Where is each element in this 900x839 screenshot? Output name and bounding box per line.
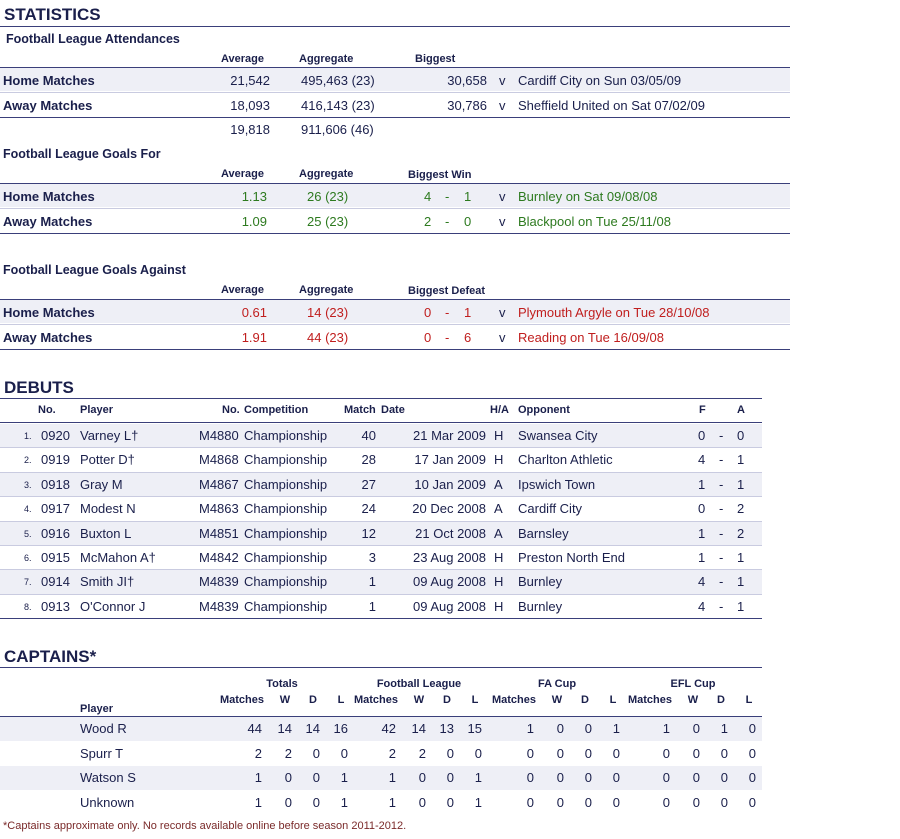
debuts-opponent-header: Opponent bbox=[518, 404, 570, 416]
debut-match: 3 bbox=[368, 550, 376, 565]
debuts-match-no-header: No. bbox=[222, 404, 240, 416]
debut-dash: - bbox=[719, 550, 724, 565]
captain-stat: 0 bbox=[556, 770, 564, 785]
debut-no: 0920 bbox=[41, 428, 70, 443]
debut-a: 2 bbox=[737, 525, 745, 541]
debut-idx: 8. bbox=[24, 601, 32, 612]
debut-mno: M4880 bbox=[199, 428, 239, 443]
debut-match: 1 bbox=[368, 598, 376, 614]
goals-against-away-detail: Reading on Tue 16/09/08 bbox=[518, 330, 665, 345]
debut-no: 0915 bbox=[41, 550, 70, 565]
debut-player: Gray M bbox=[80, 476, 123, 492]
captains-subheader: W bbox=[279, 694, 291, 706]
goals-against-biggest-header: Biggest Defeat bbox=[408, 285, 486, 297]
debut-ha: A bbox=[494, 476, 503, 492]
captain-stat: 0 bbox=[748, 794, 756, 810]
debut-player: McMahon A† bbox=[80, 550, 156, 565]
debut-dash: - bbox=[719, 525, 724, 541]
debut-dash: - bbox=[719, 428, 724, 443]
captain-stat: 16 bbox=[333, 721, 348, 736]
debuts-ha-header: H/A bbox=[490, 404, 509, 416]
captain-stat: 0 bbox=[340, 745, 348, 761]
captains-group-totals: Totals bbox=[266, 678, 298, 690]
debut-opponent: Swansea City bbox=[518, 428, 598, 443]
attendances-away-average: 18,093 bbox=[230, 98, 270, 113]
debut-competition: Championship bbox=[244, 525, 328, 541]
debut-competition: Championship bbox=[244, 452, 328, 468]
captain-stat: 14 bbox=[305, 721, 320, 736]
captain-stat: 0 bbox=[474, 745, 482, 761]
debuts-no-header: No. bbox=[38, 404, 56, 416]
captain-stat: 0 bbox=[612, 770, 620, 785]
debut-a: 1 bbox=[737, 452, 745, 468]
captain-stat: 0 bbox=[692, 794, 700, 810]
captain-stat: 0 bbox=[556, 721, 564, 736]
captain-stat: 0 bbox=[720, 794, 728, 810]
captain-player: Wood R bbox=[80, 721, 127, 736]
goals-for-home-f: 4 bbox=[424, 189, 432, 204]
goals-against-home-average: 0.61 bbox=[241, 305, 267, 320]
captains-subheader: Matches bbox=[219, 694, 265, 706]
captain-stat: 0 bbox=[526, 794, 534, 810]
debut-a: 1 bbox=[737, 598, 745, 614]
goals-for-away-aggregate: 25 (23) bbox=[307, 214, 349, 229]
goals-against-home-label: Home Matches bbox=[3, 305, 95, 320]
captains-subheader: D bbox=[581, 694, 589, 706]
debut-opponent: Burnley bbox=[518, 574, 563, 590]
captain-stat: 0 bbox=[662, 770, 670, 785]
captain-stat: 0 bbox=[720, 745, 728, 761]
debut-ha: H bbox=[494, 428, 504, 443]
debut-player: Buxton L bbox=[80, 525, 132, 541]
attendances-away-aggregate: 416,143 (23) bbox=[301, 98, 375, 113]
captain-stat: 0 bbox=[284, 770, 292, 785]
debut-player: Varney L† bbox=[80, 428, 139, 443]
captain-stat: 0 bbox=[556, 794, 564, 810]
goals-for-title: Football League Goals For bbox=[3, 147, 161, 161]
captain-stat: 0 bbox=[612, 745, 620, 761]
debut-f: 1 bbox=[698, 550, 706, 565]
debut-dash: - bbox=[719, 452, 724, 468]
debut-ha: A bbox=[494, 501, 503, 517]
captain-stat: 0 bbox=[692, 770, 700, 785]
debut-opponent: Preston North End bbox=[518, 550, 625, 565]
debut-a: 1 bbox=[737, 476, 745, 492]
debut-competition: Championship bbox=[244, 476, 328, 492]
captains-subheader: L bbox=[337, 694, 345, 706]
captain-stat: 15 bbox=[467, 721, 482, 736]
debut-match: 28 bbox=[361, 452, 376, 468]
attendances-home-biggest: 30,658 bbox=[447, 73, 487, 88]
debut-match: 1 bbox=[368, 574, 376, 590]
row-divider bbox=[0, 324, 790, 325]
debut-mno: M4863 bbox=[199, 501, 239, 517]
debuts-rule bbox=[0, 398, 762, 399]
debut-idx: 5. bbox=[24, 528, 32, 539]
debut-f: 0 bbox=[698, 501, 706, 517]
attendances-away-v: v bbox=[499, 98, 506, 113]
attendances-away-label: Away Matches bbox=[3, 98, 93, 113]
goals-against-average-header: Average bbox=[221, 284, 265, 296]
captain-stat: 0 bbox=[584, 794, 592, 810]
goals-for-home-v: v bbox=[499, 189, 506, 204]
debut-match: 12 bbox=[361, 525, 376, 541]
goals-for-home-band bbox=[0, 184, 790, 207]
goals-against-home-v: v bbox=[499, 305, 506, 320]
captain-stat: 13 bbox=[439, 721, 454, 736]
debut-mno: M4842 bbox=[199, 550, 239, 565]
debut-dash: - bbox=[719, 501, 724, 517]
captains-subheader: D bbox=[309, 694, 317, 706]
debut-player: Potter D† bbox=[80, 452, 135, 468]
goals-against-away-f: 0 bbox=[424, 330, 432, 345]
captain-stat: 0 bbox=[418, 770, 426, 785]
captains-rule bbox=[0, 667, 762, 668]
captain-stat: 0 bbox=[584, 745, 592, 761]
captain-stat: 44 bbox=[247, 721, 262, 736]
captain-stat: 0 bbox=[662, 745, 670, 761]
captain-stat: 1 bbox=[720, 721, 728, 736]
debut-ha: H bbox=[494, 598, 504, 614]
debut-player: Modest N bbox=[80, 501, 136, 517]
debut-ha: A bbox=[494, 525, 503, 541]
debut-competition: Championship bbox=[244, 501, 328, 517]
captains-footnote: *Captains approximate only. No records available online before season 2011-2012. bbox=[3, 820, 407, 832]
debut-idx: 2. bbox=[24, 455, 32, 466]
goals-for-home-aggregate: 26 (23) bbox=[307, 189, 349, 204]
captain-stat: 0 bbox=[748, 721, 756, 736]
captains-subheader: Matches bbox=[353, 694, 399, 706]
captain-stat: 1 bbox=[526, 721, 534, 736]
row-divider bbox=[0, 545, 762, 546]
attendances-title: Football League Attendances bbox=[6, 32, 180, 46]
goals-for-away-dash: - bbox=[445, 214, 450, 229]
attendances-away-biggest: 30,786 bbox=[447, 98, 487, 113]
debut-date: 23 Aug 2008 bbox=[412, 550, 486, 565]
captain-stat: 1 bbox=[254, 770, 262, 785]
captains-group-fa-cup: FA Cup bbox=[537, 678, 577, 690]
debut-f: 4 bbox=[698, 574, 706, 590]
debut-f: 1 bbox=[698, 525, 706, 541]
debut-opponent: Cardiff City bbox=[518, 501, 583, 517]
captain-stat: 0 bbox=[284, 794, 292, 810]
captains-subheader: W bbox=[413, 694, 425, 706]
captains-subheader: D bbox=[717, 694, 725, 706]
statistics-heading: STATISTICS bbox=[4, 5, 101, 24]
captain-stat: 0 bbox=[312, 770, 320, 785]
debut-idx: 1. bbox=[24, 431, 32, 441]
goals-against-title: Football League Goals Against bbox=[3, 263, 186, 277]
goals-for-away-v: v bbox=[499, 214, 506, 229]
goals-for-away-a: 0 bbox=[464, 214, 472, 229]
captain-stat: 14 bbox=[411, 721, 426, 736]
captain-stat: 0 bbox=[418, 794, 426, 810]
goals-against-aggregate-header: Aggregate bbox=[299, 284, 354, 296]
debuts-header-rule bbox=[0, 422, 762, 423]
debut-opponent: Barnsley bbox=[518, 525, 569, 541]
captain-stat: 0 bbox=[312, 794, 320, 810]
debut-ha: H bbox=[494, 550, 504, 565]
attendances-home-label: Home Matches bbox=[3, 73, 95, 88]
captains-subheader: W bbox=[687, 694, 699, 706]
captains-subheader: L bbox=[609, 694, 617, 706]
captain-stat: 0 bbox=[556, 745, 564, 761]
statistics-rule bbox=[0, 26, 790, 27]
debut-date: 20 Dec 2008 bbox=[412, 501, 486, 517]
debut-date: 17 Jan 2009 bbox=[414, 452, 486, 468]
debut-competition: Championship bbox=[244, 574, 328, 590]
debut-idx: 6. bbox=[24, 553, 32, 563]
debut-no: 0918 bbox=[41, 476, 70, 492]
debut-a: 1 bbox=[737, 550, 745, 565]
goals-against-bottom-rule bbox=[0, 349, 790, 350]
row-divider bbox=[0, 447, 762, 448]
debut-mno: M4868 bbox=[199, 452, 239, 468]
debut-idx: 4. bbox=[24, 504, 32, 515]
captains-heading: CAPTAINS* bbox=[4, 647, 97, 666]
row-divider bbox=[0, 618, 762, 619]
captain-stat: 1 bbox=[474, 794, 482, 810]
captain-player: Unknown bbox=[80, 794, 135, 810]
goals-against-home-a: 1 bbox=[464, 305, 472, 320]
goals-for-average-header: Average bbox=[221, 168, 265, 180]
captains-subheader: W bbox=[551, 694, 563, 706]
captain-stat: 0 bbox=[612, 794, 620, 810]
goals-against-away-label: Away Matches bbox=[3, 330, 93, 345]
debut-date: 09 Aug 2008 bbox=[412, 574, 486, 590]
debut-dash: - bbox=[719, 574, 724, 590]
captain-stat: 0 bbox=[526, 745, 534, 761]
attendances-home-average: 21,542 bbox=[230, 73, 270, 88]
goals-for-away-f: 2 bbox=[424, 214, 432, 229]
attendances-total-aggregate: 911,606 (46) bbox=[301, 122, 374, 137]
captain-stat: 1 bbox=[474, 770, 482, 785]
debuts-a-header: A bbox=[737, 404, 745, 416]
debut-a: 1 bbox=[737, 574, 745, 590]
attendances-away-detail: Sheffield United on Sat 07/02/09 bbox=[518, 98, 705, 113]
debut-no: 0919 bbox=[41, 452, 70, 468]
debut-opponent: Ipswich Town bbox=[518, 476, 596, 492]
goals-for-home-dash: - bbox=[445, 189, 450, 204]
debut-date: 09 Aug 2008 bbox=[412, 598, 486, 614]
debut-match: 27 bbox=[361, 476, 376, 492]
attendances-bottom-rule bbox=[0, 117, 790, 118]
captains-group-league: Football League bbox=[376, 678, 462, 690]
goals-against-away-a: 6 bbox=[464, 330, 472, 345]
debut-a: 0 bbox=[737, 428, 745, 443]
goals-for-away-label: Away Matches bbox=[3, 214, 93, 229]
debuts-heading: DEBUTS bbox=[4, 378, 74, 397]
debut-competition: Championship bbox=[244, 598, 328, 614]
debut-mno: M4839 bbox=[199, 574, 239, 590]
captain-stat: 2 bbox=[284, 745, 292, 761]
captain-stat: 0 bbox=[692, 745, 700, 761]
debut-date: 21 Oct 2008 bbox=[415, 525, 486, 541]
row-divider bbox=[0, 594, 762, 595]
captains-subheader: D bbox=[443, 694, 451, 706]
attendances-home-aggregate: 495,463 (23) bbox=[301, 73, 375, 88]
goals-for-bottom-rule bbox=[0, 233, 790, 234]
debuts-date-header: Date bbox=[381, 404, 405, 416]
goals-for-home-detail: Burnley on Sat 09/08/08 bbox=[518, 189, 658, 204]
goals-against-home-dash: - bbox=[445, 305, 450, 320]
captain-player: Spurr T bbox=[80, 745, 124, 761]
goals-for-home-a: 1 bbox=[464, 189, 472, 204]
captain-stat: 0 bbox=[446, 794, 454, 810]
captain-stat: 14 bbox=[277, 721, 292, 736]
debut-mno: M4839 bbox=[199, 598, 239, 614]
debut-mno: M4851 bbox=[199, 525, 239, 541]
captain-stat: 42 bbox=[381, 721, 396, 736]
debut-opponent: Burnley bbox=[518, 598, 563, 614]
debuts-f-header: F bbox=[699, 404, 706, 416]
debut-player: Smith JI† bbox=[80, 574, 135, 590]
captain-stat: 1 bbox=[388, 794, 396, 810]
debut-mno: M4867 bbox=[199, 476, 239, 492]
captain-stat: 0 bbox=[662, 794, 670, 810]
captain-stat: 1 bbox=[254, 794, 262, 810]
goals-against-away-average: 1.91 bbox=[241, 330, 267, 345]
debut-no: 0914 bbox=[41, 574, 70, 590]
captains-subheader: L bbox=[745, 694, 753, 706]
captain-stat: 0 bbox=[446, 770, 454, 785]
captains-player-header: Player bbox=[80, 703, 114, 715]
goals-against-away-dash: - bbox=[445, 330, 450, 345]
debut-competition: Championship bbox=[244, 550, 328, 565]
debut-competition: Championship bbox=[244, 428, 328, 443]
debut-dash: - bbox=[719, 476, 724, 492]
captains-subheader: Matches bbox=[627, 694, 673, 706]
captain-stat: 0 bbox=[312, 745, 320, 761]
attendances-aggregate-header: Aggregate bbox=[299, 53, 354, 65]
goals-against-home-detail: Plymouth Argyle on Tue 28/10/08 bbox=[518, 305, 710, 320]
debut-opponent: Charlton Athletic bbox=[518, 452, 613, 468]
debuts-competition-header: Competition bbox=[244, 404, 309, 416]
debut-date: 21 Mar 2009 bbox=[413, 428, 486, 443]
captain-stat: 1 bbox=[340, 794, 348, 810]
debut-dash: - bbox=[719, 598, 724, 614]
debut-no: 0917 bbox=[41, 501, 70, 517]
debut-ha: H bbox=[494, 452, 504, 468]
debut-idx: 3. bbox=[24, 479, 32, 490]
row-divider bbox=[0, 496, 762, 497]
goals-for-biggest-header: Biggest Win bbox=[408, 169, 472, 181]
captains-group-efl-cup: EFL Cup bbox=[670, 678, 716, 690]
goals-for-aggregate-header: Aggregate bbox=[299, 168, 354, 180]
attendances-home-detail: Cardiff City on Sun 03/05/09 bbox=[518, 73, 682, 88]
captain-stat: 0 bbox=[446, 745, 454, 761]
captain-stat: 0 bbox=[748, 770, 756, 785]
captain-stat: 0 bbox=[584, 721, 592, 736]
captain-stat: 0 bbox=[526, 770, 534, 785]
captains-subheader: Matches bbox=[491, 694, 537, 706]
goals-for-away-average: 1.09 bbox=[241, 214, 267, 229]
attendances-total-average: 19,818 bbox=[230, 122, 270, 137]
row-divider bbox=[0, 208, 790, 209]
goals-against-home-aggregate: 14 (23) bbox=[307, 305, 349, 320]
goals-against-away-v: v bbox=[499, 330, 506, 345]
captains-subheader: L bbox=[471, 694, 479, 706]
debut-idx: 7. bbox=[24, 577, 32, 588]
attendances-biggest-header: Biggest bbox=[415, 53, 456, 65]
debut-f: 0 bbox=[698, 428, 706, 443]
debut-ha: H bbox=[494, 574, 504, 590]
captain-stat: 2 bbox=[254, 745, 262, 761]
captain-stat: 0 bbox=[720, 770, 728, 785]
captain-stat: 2 bbox=[388, 745, 396, 761]
captain-stat: 1 bbox=[388, 770, 396, 785]
captain-stat: 1 bbox=[662, 721, 670, 736]
row-divider bbox=[0, 92, 790, 93]
debut-f: 4 bbox=[698, 452, 706, 468]
debut-match: 40 bbox=[361, 428, 376, 443]
goals-against-away-aggregate: 44 (23) bbox=[307, 330, 349, 345]
captain-stat: 1 bbox=[340, 770, 348, 785]
debut-no: 0913 bbox=[41, 598, 70, 614]
attendances-average-header: Average bbox=[221, 53, 265, 65]
captain-stat: 0 bbox=[692, 721, 700, 736]
debut-a: 2 bbox=[737, 501, 745, 517]
attendances-home-v: v bbox=[499, 73, 506, 88]
captain-stat: 1 bbox=[612, 721, 620, 736]
goals-for-home-label: Home Matches bbox=[3, 189, 95, 204]
debut-f: 1 bbox=[698, 476, 706, 492]
debuts-player-header: Player bbox=[80, 404, 114, 416]
captain-stat: 0 bbox=[748, 745, 756, 761]
debut-date: 10 Jan 2009 bbox=[414, 476, 486, 492]
debut-f: 4 bbox=[698, 598, 706, 614]
captain-stat: 0 bbox=[584, 770, 592, 785]
goals-for-away-detail: Blackpool on Tue 25/11/08 bbox=[518, 214, 671, 229]
goals-for-home-average: 1.13 bbox=[241, 189, 267, 204]
debut-match: 24 bbox=[361, 501, 376, 517]
captain-stat: 2 bbox=[418, 745, 426, 761]
debuts-match-header: Match bbox=[344, 404, 376, 416]
debut-player: O'Connor J bbox=[80, 598, 146, 614]
goals-against-home-f: 0 bbox=[424, 305, 432, 320]
debut-no: 0916 bbox=[41, 525, 70, 541]
captain-player: Watson S bbox=[80, 770, 136, 785]
